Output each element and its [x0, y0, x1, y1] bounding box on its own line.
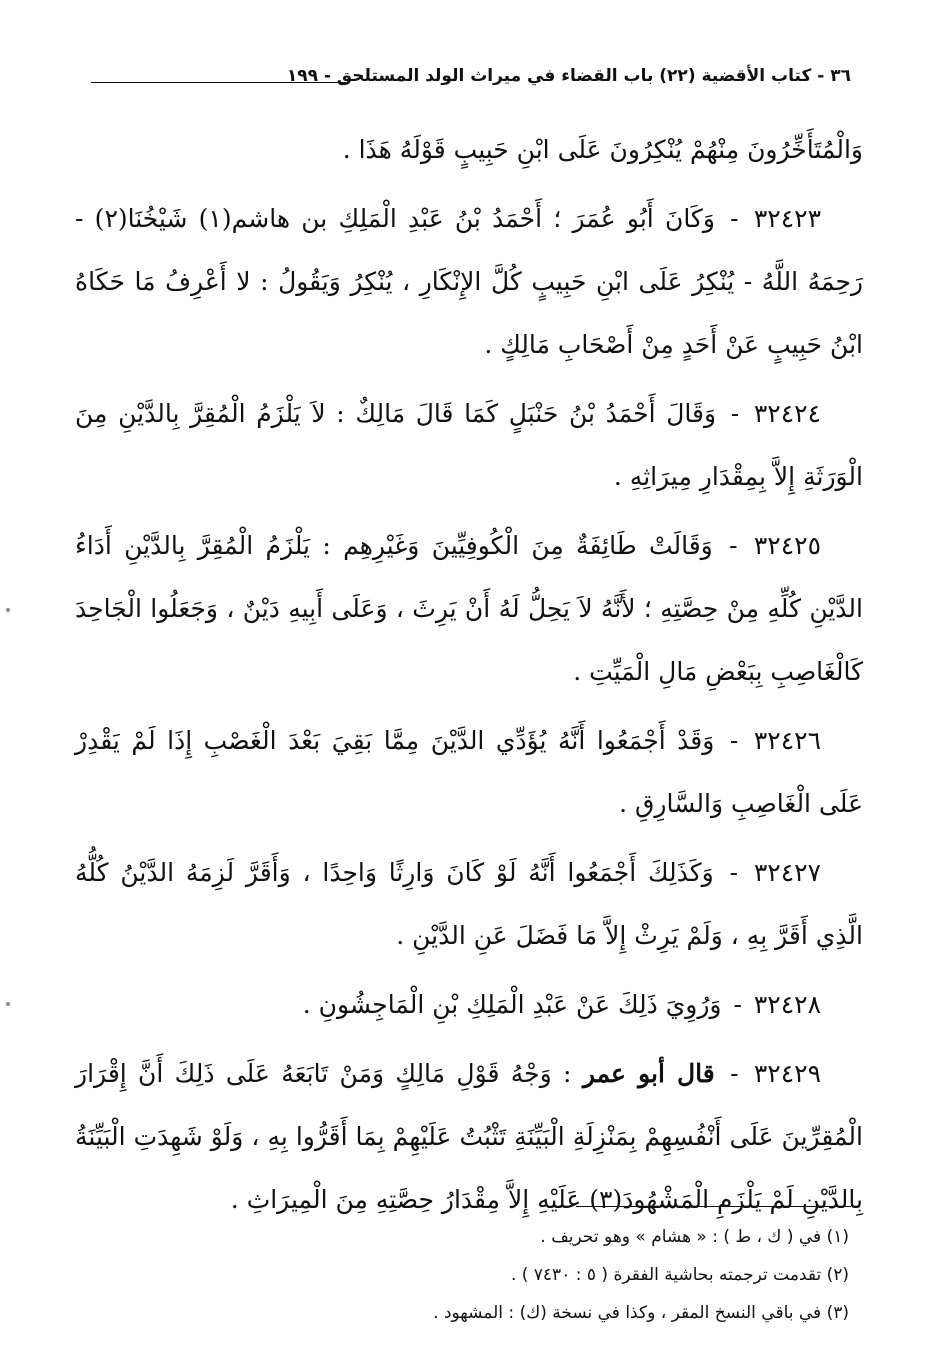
page-header: [91, 66, 851, 96]
paragraph-32428: [75, 973, 863, 1036]
paragraph-text: وَقَدْ أَجْمَعُوا أَنَّهُ يُؤَدِّي الدَّيْنَ مِمَّا بَقِيَ بَعْدَ الْغَصْبِ إِذَا لَمْ يَقْدِرْ عَلَى الْغَاصِبِ وَالسَّارِقِ .: [75, 726, 863, 818]
paragraph-number: ٣٢٤٢٧: [753, 858, 822, 887]
paragraph-number: ٣٢٤٢٥: [753, 531, 822, 560]
scan-speck: [6, 1002, 10, 1006]
speaker-lead: قال أبو عمر: [582, 1059, 715, 1088]
scan-speck: [6, 608, 10, 612]
paragraph-text: وَالْمُتَأَخِّرُونَ مِنْهُمْ يُنْكِرُونَ عَلَى ابْنِ حَبِيبٍ قَوْلَهُ هَذَا .: [342, 135, 863, 164]
dash-separator: -: [729, 726, 739, 755]
dash-separator: -: [733, 990, 742, 1019]
paragraph-text: وَرُوِيَ ذَلِكَ عَنْ عَبْدِ الْمَلِكِ بْنِ الْمَاجِشُونِ .: [302, 990, 722, 1019]
footnote-rule: [576, 1206, 851, 1207]
dash-separator: -: [730, 204, 739, 233]
paragraph-32429: [75, 1042, 863, 1231]
paragraph-number: ٣٢٤٢٩: [753, 1059, 821, 1088]
paragraph-32423: [75, 187, 863, 376]
dash-separator: -: [729, 531, 738, 560]
paragraph-number: ٣٢٤٢٤: [753, 399, 821, 428]
paragraph-text: وَكَذَلِكَ أَجْمَعُوا أَنَّهُ لَوْ كَانَ وَارِثًا وَاحِدًا ، وَأَقَرَّ لَزِمَهُ الدَّيْنُ كُلُّهُ الَّذِي أَقَرَّ بِهِ ، وَلَمْ يَرِثْ إِلاَّ مَا فَضَلَ عَنِ الدَّيْنِ .: [75, 858, 863, 950]
paragraph-text: وَقَالَتْ طَائِفَةٌ مِنَ الْكُوفِيِّينَ وَغَيْرِهِم : يَلْزَمُ الْمُقِرَّ بِالدَّيْنِ أَدَاءُ الدَّيْنِ كُلِّهِ مِنْ حِصَّتِهِ ؛ لأَنَّهُ لاَ يَحِلُّ لَهُ أَنْ يَرِثَ ، وَعَلَى أَبِيهِ دَيْنٌ ، وَجَعَلُوا الْجَاحِدَ كَالْغَاصِبِ بِبَعْضِ مَالِ الْمَيِّتِ .: [75, 531, 863, 686]
paragraph-text: وَكَانَ أَبُو عُمَرَ ؛ أَحْمَدُ بْنُ عَبْدِ الْمَلِكِ بن هاشم(١) شَيْخُنَا(٢) - رَحِمَهُ اللَّهُ - يُنْكِرُ عَلَى ابْنِ حَبِيبٍ كُلَّ الإِنْكَارِ ، يُنْكِرُ وَيَقُولُ : لا أَعْرِفُ مَا حَكَاهُ ابْنُ حَبِيبٍ عَنْ أَحَدٍ مِنْ أَصْحَابِ مَالِكٍ .: [75, 204, 863, 359]
paragraph-continuation: [75, 118, 863, 181]
paragraph-32424: [75, 382, 863, 508]
dash-separator: -: [730, 399, 740, 428]
header-rule: [91, 82, 346, 83]
paragraph-text: وَقَالَ أَحْمَدُ بْنُ حَنْبَلٍ كَمَا قَالَ مَالِكٌ : لاَ يَلْزَمُ الْمُقِرَّ بِالدَّيْنِ مِنَ الْوَرَثَةِ إِلاَّ بِمِقْدَارِ مِيرَاثِهِ .: [75, 399, 863, 491]
footnotes: [89, 1218, 849, 1332]
paragraph-32426: [75, 709, 863, 835]
paragraph-32425: [75, 514, 863, 703]
paragraph-text: : وَجْهُ قَوْلِ مَالِكٍ وَمَنْ تَابَعَهُ عَلَى ذَلِكَ أَنَّ إِقْرَارَ الْمُقِرِّينَ عَلَى أَنْفُسِهِمْ بِمَنْزِلَةِ الْبَيِّنَةِ تَثْبُتُ عَلَيْهِمْ بِمَا أَقَرُّوا بِهِ ، وَلَوْ شَهِدَتِ الْبَيِّنَةُ بِالدَّيْنِ لَمْ يَلْزَمِ الْمَشْهُودَ(٣) عَلَيْهِ إِلاَّ مِقْدَارُ حِصَّتِهِ مِنَ الْمِيرَاثِ .: [75, 1059, 863, 1214]
paragraph-32427: [75, 841, 863, 967]
dash-separator: -: [730, 1059, 739, 1088]
footnote-1: (١) في ( ك ، ط ) : « هشام » وهو تحريف .: [540, 1227, 849, 1247]
body-text: [75, 118, 863, 1237]
footnote-2: (٢) تقدمت ترجمته بحاشية الفقرة ( ٥ : ٧٤٣٠ ) .: [510, 1265, 849, 1285]
paragraph-number: ٣٢٤٢٦: [753, 726, 822, 755]
running-head: ٣٦ - كتاب الأقضية (٢٢) باب القضاء في ميراث الولد المستلحق - ١٩٩: [286, 66, 851, 86]
paragraph-number: ٣٢٤٢٣: [753, 204, 822, 233]
paragraph-number: ٣٢٤٢٨: [753, 990, 821, 1019]
dash-separator: -: [729, 858, 739, 887]
footnote-3: (٣) في باقي النسخ المقر ، وكذا في نسخة (ك) : المشهود .: [433, 1303, 849, 1323]
